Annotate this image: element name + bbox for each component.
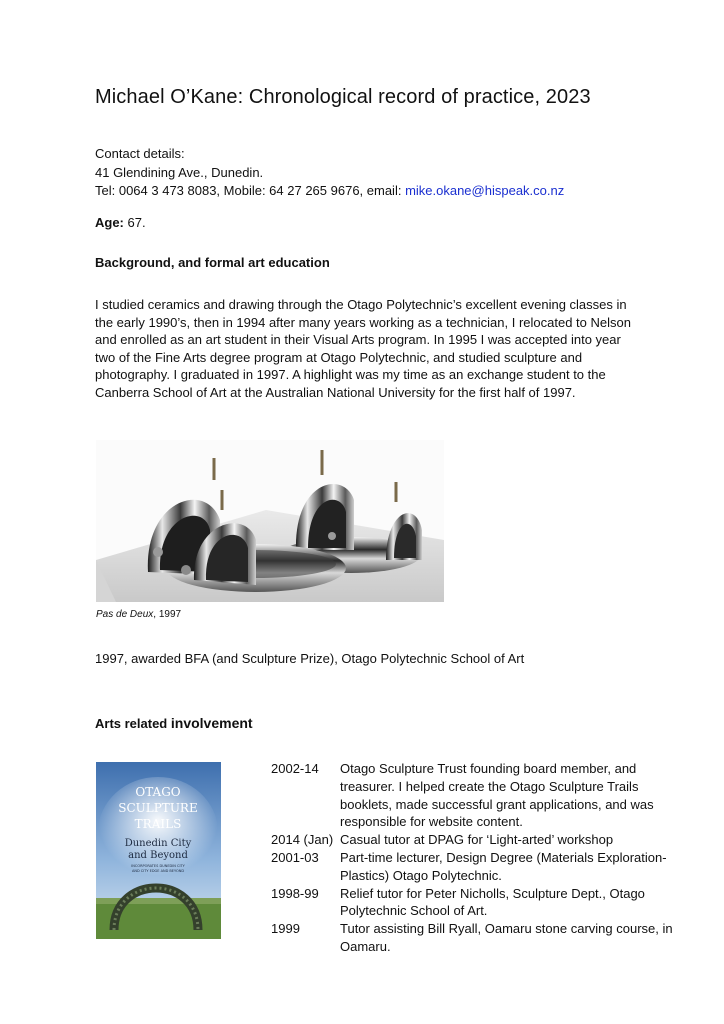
entry-text: Casual tutor at DPAG for ‘Light-arted’ workshop <box>340 832 614 848</box>
list-item <box>271 760 691 831</box>
involvement-list <box>271 760 691 956</box>
entry-text: Otago Sculpture Trust founding board member, and treasurer. I helped create the Otago Sculpture Trails booklets, made successful grant applications, and was responsible for website content. <box>340 761 654 830</box>
award-line: 1997, awarded BFA (and Sculpture Prize), Otago Polytechnic School of Art <box>95 651 525 666</box>
sculpture-illustration <box>96 440 444 602</box>
entry-year: 1998-99 <box>271 885 319 901</box>
contact-phones: Tel: 0064 3 473 8083, Mobile: 64 27 265 9676, email: <box>95 183 406 198</box>
document-title: Michael O’Kane: Chronological record of practice, 2023 <box>95 86 591 108</box>
background-heading: Background, and formal art education <box>95 255 330 270</box>
sculpture-photo <box>96 440 444 602</box>
entry-year: 2002-14 <box>271 761 319 776</box>
booklet-subtitle-2: and Beyond <box>128 850 188 861</box>
booklet-title-2: SCULPTURE <box>118 801 198 815</box>
list-item <box>271 920 691 956</box>
age-label: Age: <box>95 215 124 230</box>
caption-title: Pas de Deux <box>96 609 154 620</box>
entry-year: 1999 <box>271 921 300 937</box>
entry-year: 2001-03 <box>271 849 319 865</box>
entry-text: Part-time lecturer, Design Degree (Materials Exploration-Plastics) Otago Polytechnic. <box>340 849 667 883</box>
email-link[interactable]: mike.okane@hispeak.co.nz <box>405 183 565 198</box>
contact-details <box>95 145 564 201</box>
arts-heading-part2: involvement <box>170 715 253 731</box>
booklet-title-3: TRAILS <box>134 817 182 831</box>
age-line <box>95 215 146 230</box>
booklet-smallprint-2: AND CITY EDGE AND BEYOND <box>131 869 185 873</box>
list-item <box>271 885 691 921</box>
list-item <box>271 831 691 849</box>
contact-heading: Contact details: <box>95 146 185 161</box>
arts-heading-part1: Arts related <box>95 716 171 731</box>
booklet-subtitle-1: Dunedin City <box>124 838 192 849</box>
contact-phones-line <box>95 182 564 201</box>
age-value: 67. <box>123 215 146 230</box>
arts-heading <box>95 715 253 731</box>
entry-text: Tutor assisting Bill Ryall, Oamaru stone carving course, in Oamaru. <box>340 921 673 954</box>
photo-caption <box>96 609 181 620</box>
entry-year: 2014 (Jan) <box>271 832 334 848</box>
list-item <box>271 849 691 885</box>
contact-address: 41 Glendining Ave., Dunedin. <box>95 164 264 180</box>
booklet-cover-image <box>96 762 221 939</box>
caption-year: , 1997 <box>153 609 182 620</box>
booklet-cover-illustration <box>96 762 221 939</box>
booklet-title-1: OTAGO <box>135 785 181 799</box>
entry-text: Relief tutor for Peter Nicholls, Sculpture Dept., Otago Polytechnic School of Art. <box>340 885 645 919</box>
booklet-smallprint-1: INCORPORATES DUNEDIN CITY <box>131 864 185 868</box>
background-paragraph: I studied ceramics and drawing through the Otago Polytechnic’s excellent evening classes in the early 1990’s, then in 1994 after many years working as a technician, I relocated to Nelson and enrolled as an art student in their Visual Arts program. In 1995 I was accepted into year two of the Fine Arts degree program at Otago Polytechnic, and studied sculpture and photography. I graduated in 1997. A highlight was my time as an exchange student to the Canberra School of Art at the Australian National University for the first half of 1997. <box>95 297 631 400</box>
